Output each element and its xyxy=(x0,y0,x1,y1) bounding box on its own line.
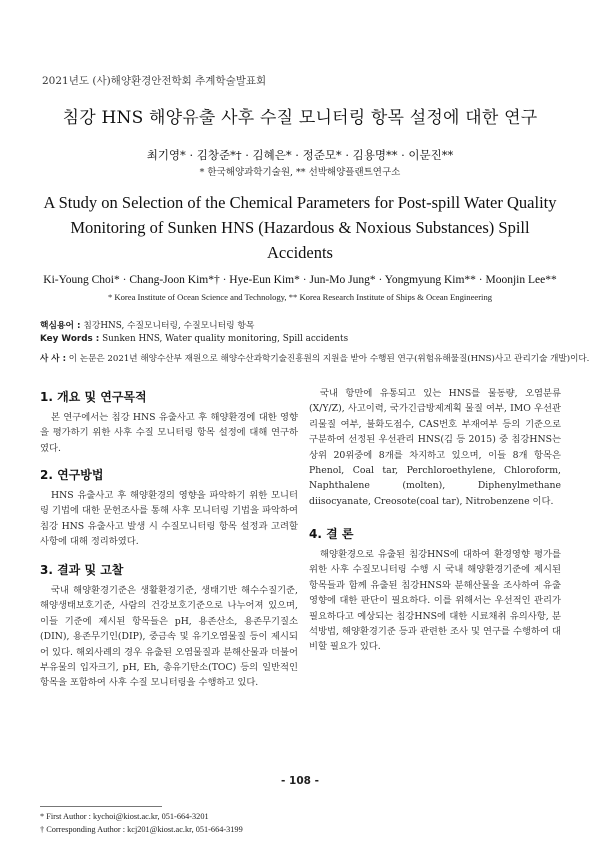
section-3-heading: 3. 결과 및 고찰 xyxy=(40,563,124,577)
conference-header: 2021년도 (사)해양환경안전학회 추계학술발표회 xyxy=(42,75,267,87)
keywords-ko-text: 침강HNS, 수질모니터링, 수질모니터링 항목 xyxy=(83,321,255,331)
page-number: - 108 - xyxy=(281,775,319,787)
acknowledgment xyxy=(40,352,589,364)
footnote-first-author: * First Author : kychoi@kiost.ac.kr, 051-664-3201 xyxy=(40,812,209,821)
section-4-heading: 4. 결 론 xyxy=(309,527,354,541)
section-1-heading: 1. 개요 및 연구목적 xyxy=(40,390,147,404)
section-2-heading: 2. 연구방법 xyxy=(40,468,104,482)
section-2 xyxy=(40,466,298,550)
section-3-text: 국내 해양환경기준은 생활환경기준, 생태기반 해수수질기준, 해양생태보호기준, 사람의 건강보호기준으로 나누어져 있으며, 이들 기준에 제시된 항목들은 pH, 용존산소, 용존무기질소(DIN), 용존무기인(DIP), 중금속 및 유기오염물질 등이 제시되어 있다. 해외사례의 경우 유출된 오염물질과 분해산물과 더불어 부유물의 입자크기, pH, Eh, 총유기탄소(TOC) 등의 일반적인 항목을 포함하여 사후 수질 모니터링을 수행하고 있다. xyxy=(40,585,298,689)
acknowledgment-label: 사 사 : xyxy=(40,354,67,364)
english-title: A Study on Selection of the Chemical Parameters for Post-spill Water Quality Monitoring of Sunken HNS (Hazardous & Noxious Substances) Spill Accidents xyxy=(43,193,557,262)
korean-affiliation: * 한국해양과학기술원, ** 선박해양플랜트연구소 xyxy=(199,167,401,178)
section-3 xyxy=(40,561,298,691)
keywords-ko-label: 핵심용어 : xyxy=(40,321,81,331)
section-4 xyxy=(309,525,561,655)
keywords-block xyxy=(40,320,348,346)
section-3-continued xyxy=(309,386,561,509)
english-authors: Ki-Young Choi* · Chang-Joon Kim*† · Hye-Eun Kim* · Jun-Mo Jung* · Yongmyung Kim** · Moonjin Lee** xyxy=(43,274,557,286)
acknowledgment-text: 이 논문은 2021년 해양수산부 재원으로 해양수산과학기술진흥원의 지원을 받아 수행된 연구(위험유해물질(HNS)사고 관리기술 개발)이다. xyxy=(68,354,590,364)
section-4-text: 해양환경으로 유출된 침강HNS에 대하여 환경영향 평가를 위한 사후 수질모니터링 수행 시 국내 해양환경기준에 제시된 항목들과 함께 유출된 침강HNS와 분해산물을 조사하여 유출영향에 대한 판단이 필요하다. 이를 위해서는 우선적인 관리가 필요하다고 예상되는 침강HNS에 대한 시료채취 유의사항, 분석방법, 해양환경기준 등과 관련한 조사 및 연구를 수행하여 대비할 필요가 있다. xyxy=(309,549,561,653)
footnote-corresponding-author: † Corresponding Author : kcj201@kiost.ac.kr, 051-664-3199 xyxy=(40,825,243,834)
korean-title: 침강 HNS 해양유출 사후 수질 모니터링 항목 설정에 대한 연구 xyxy=(62,108,538,128)
keywords-en-text: Sunken HNS, Water quality monitoring, Spill accidents xyxy=(102,334,349,344)
footnote-divider xyxy=(40,806,162,807)
section-1 xyxy=(40,388,298,456)
section-2-text: HNS 유출사고 후 해양환경의 영향을 파악하기 위한 모니터링 기법에 대한 문헌조사를 통해 사후 모니터링 기법을 파악하여 침강 HNS 유출사고 발생 시 수질모니터링 항목 설정과 고려할 사항에 대해 정리하였다. xyxy=(40,490,298,548)
section-1-text: 본 연구에서는 침강 HNS 유출사고 후 해양환경에 대한 영향을 평가하기 위한 사후 수질 모니터링 항목 설정에 대해 연구하였다. xyxy=(40,412,298,454)
keywords-ko xyxy=(40,320,348,333)
keywords-en xyxy=(40,333,348,346)
english-affiliation: * Korea Institute of Ocean Science and Technology, ** Korea Research Institute of Ships & Ocean Engineering xyxy=(107,292,493,302)
korean-authors: 최기영* · 김창준*† · 김혜은* · 정준모* · 김용명** · 이문진** xyxy=(146,148,454,162)
section-3-text-continued: 국내 항만에 유통되고 있는 HNS를 물동량, 오염분류(X/Y/Z), 사고이력, 국가긴급방제계획 물질 여부, IMO 우선관리물질 여부, 불화도점수, CAS번호 부재여부 등의 기준으로 구분하여 선정된 우선관리 HNS(김 등 2015) 중 침강HNS는 상위 20위중에 8개를 차지하고 있으며, 이들 8개 항목은 Phenol, Coal tar, Perchloroethylene, Chloroform, Naphthalene (molten), Diphenylmethane diisocyanate, Creosote(coal tar), Nitrobenzene 이다. xyxy=(309,388,561,507)
keywords-en-label: Key Words : xyxy=(40,334,100,344)
